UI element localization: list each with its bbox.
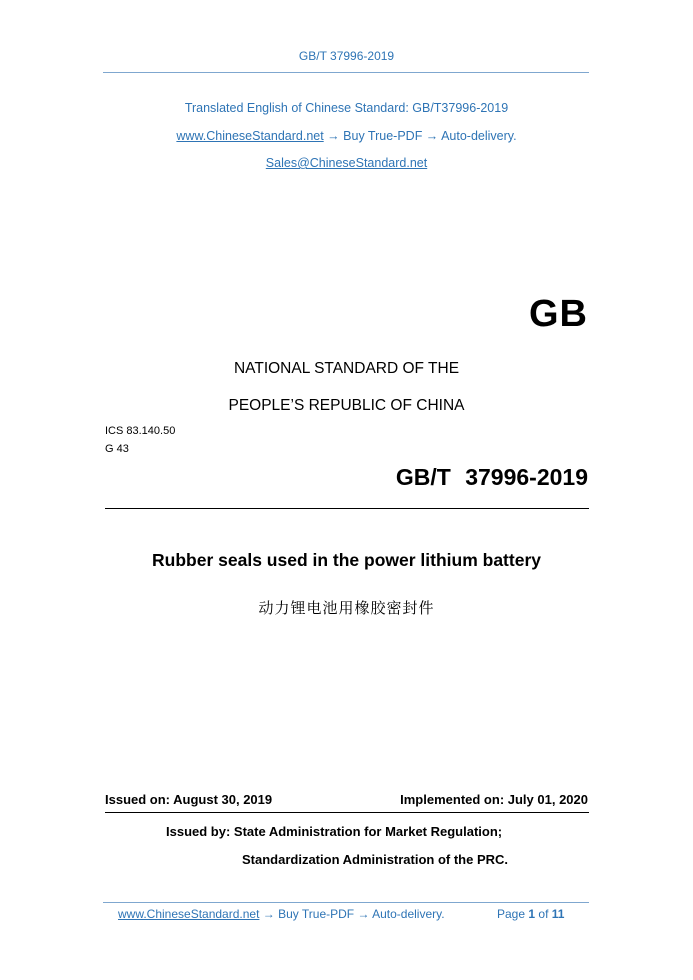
standard-number-divider bbox=[105, 508, 589, 509]
page-total: 11 bbox=[551, 907, 565, 921]
ics-code: ICS 83.140.50 bbox=[105, 425, 176, 437]
page-of-label: of bbox=[538, 907, 549, 921]
website-link[interactable]: www.ChineseStandard.net bbox=[176, 129, 324, 143]
purchase-text: → Buy True-PDF → Auto-delivery. bbox=[323, 129, 517, 143]
national-standard-heading: NATIONAL STANDARD OF THE bbox=[233, 360, 460, 377]
footer-promo bbox=[118, 907, 445, 921]
title-english: Rubber seals used in the power lithium battery bbox=[152, 550, 541, 570]
issuing-authority-2: Standardization Administration of the PRC. bbox=[242, 852, 509, 867]
title-chinese: 动力锂电池用橡胶密封件 bbox=[258, 599, 435, 617]
issued-on-date: Issued on: August 30, 2019 bbox=[105, 792, 273, 807]
footer-website-link[interactable]: www.ChineseStandard.net bbox=[118, 907, 260, 921]
page-indicator bbox=[497, 907, 564, 921]
issuing-authority-1: Issued by: State Administration for Market Regulation; bbox=[166, 824, 503, 839]
implemented-on-date: Implemented on: July 01, 2020 bbox=[400, 792, 588, 807]
dates-divider bbox=[105, 812, 589, 813]
footer-divider bbox=[103, 902, 589, 903]
translation-notice: Translated English of Chinese Standard: GB/T37996-2019 bbox=[184, 101, 509, 115]
standard-number: GB/T 37996-2019 bbox=[395, 464, 588, 490]
sales-email-link[interactable]: Sales@ChineseStandard.net bbox=[265, 156, 428, 170]
footer-purchase-text: → Buy True-PDF → Auto-delivery. bbox=[259, 907, 445, 921]
header-divider bbox=[103, 72, 589, 73]
page-label: Page bbox=[497, 907, 526, 921]
page-current: 1 bbox=[528, 907, 536, 921]
gb-logo: GB bbox=[529, 293, 588, 335]
promo-purchase-line bbox=[0, 129, 693, 143]
running-header: GB/T 37996-2019 bbox=[298, 49, 395, 63]
promo-email-line bbox=[0, 156, 693, 170]
ccs-code: G 43 bbox=[105, 443, 129, 455]
national-standard-heading-country: PEOPLE’S REPUBLIC OF CHINA bbox=[228, 397, 465, 414]
